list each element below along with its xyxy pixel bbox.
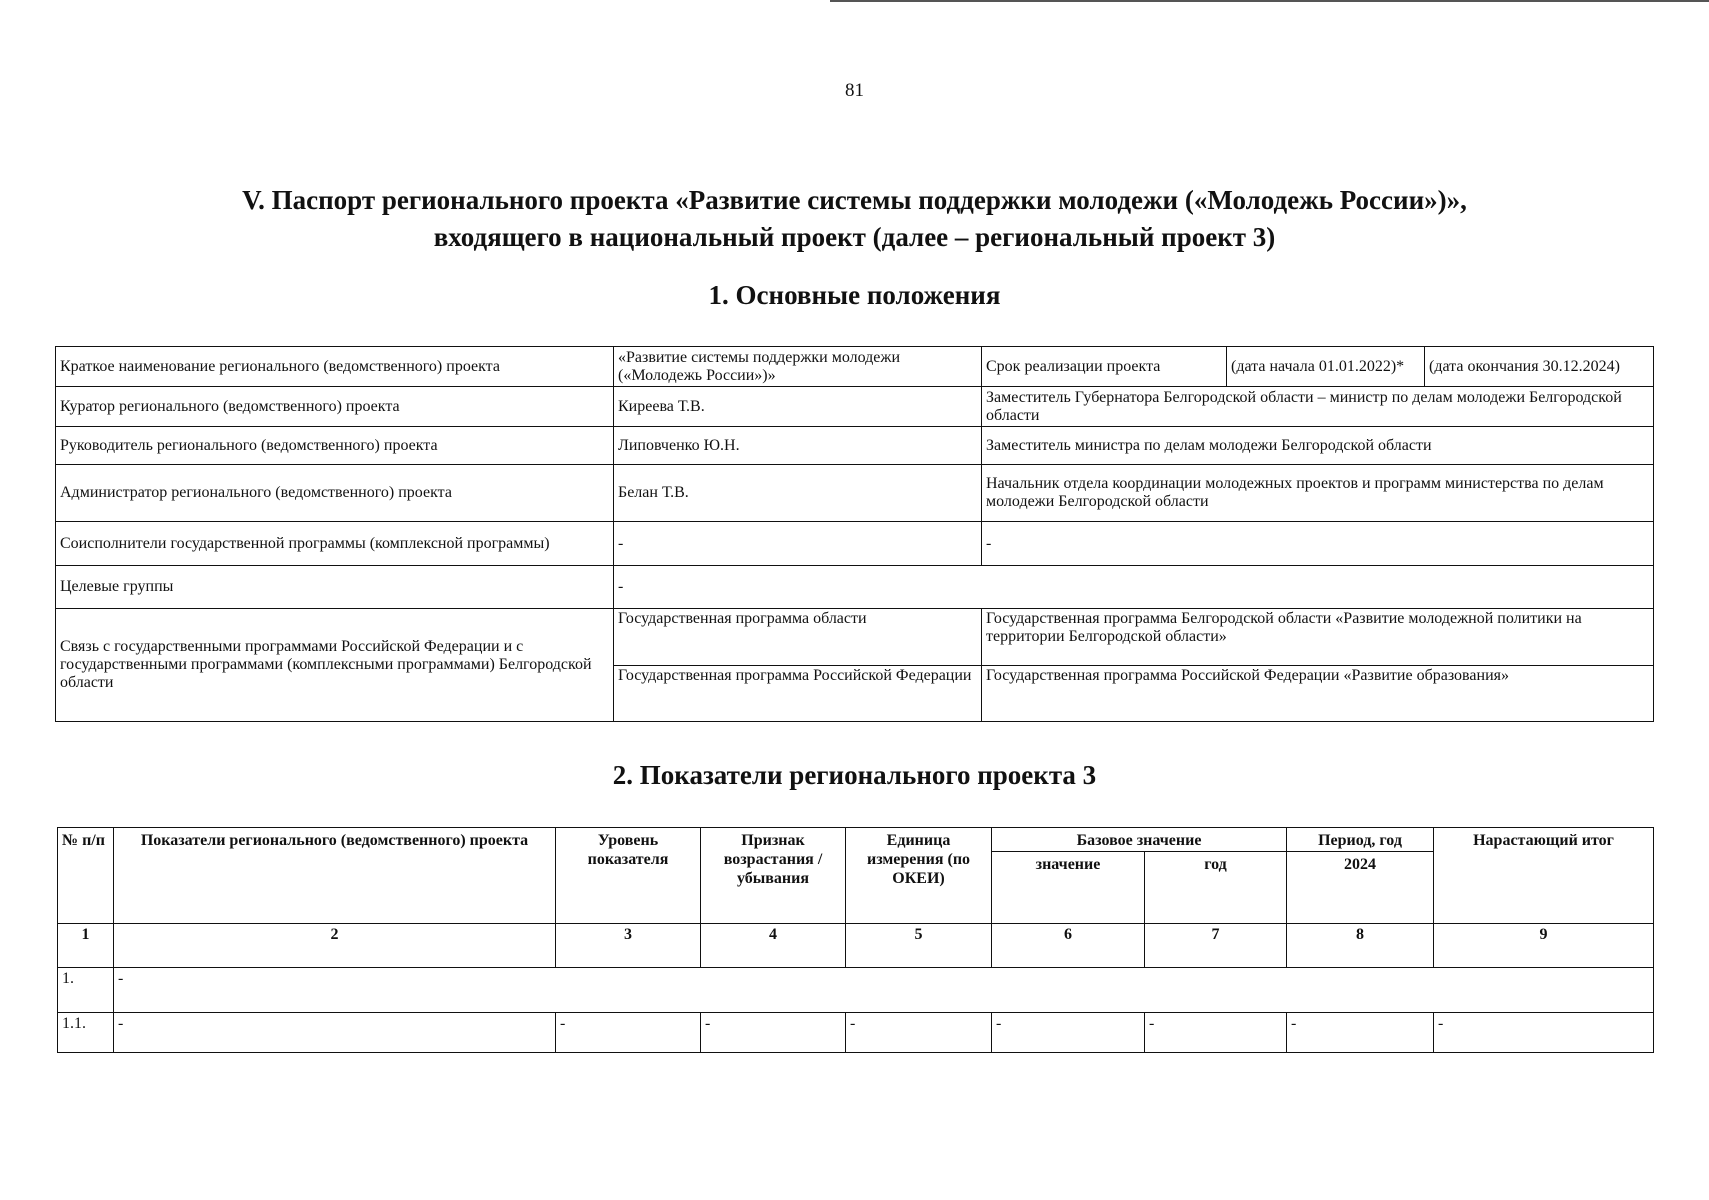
col-number: 6 [992,924,1145,968]
table-cell: - [701,1013,846,1053]
end-date: (дата окончания 30.12.2024) [1425,347,1654,387]
header-period-year: 2024 [1287,852,1434,924]
head-name: Липовченко Ю.Н. [614,427,982,465]
table-row [56,465,1654,522]
table-row [56,522,1654,566]
col-number: 2 [114,924,556,968]
table-row [58,1013,1654,1053]
document-title [0,182,1709,256]
program-type-2: Государственная программа Российской Федерации [614,666,982,722]
col-number: 3 [556,924,701,968]
table-row [56,347,1654,387]
program-type-1: Государственная программа области [614,609,982,666]
head-label: Руководитель регионального (ведомственного) проекта [56,427,614,465]
short-name-value: «Развитие системы поддержки молодежи («Молодежь России»)» [614,347,982,387]
indicators-table [57,827,1654,1053]
table-row [56,609,1654,666]
col-number: 5 [846,924,992,968]
main-provisions-table [55,346,1654,722]
term-label: Срок реализации проекта [982,347,1227,387]
short-name-label: Краткое наименование регионального (ведомственного) проекта [56,347,614,387]
section-1-title: 1. Основные положения [708,280,1001,310]
program-value-1: Государственная программа Белгородской области «Развитие молодежной политики на территории Белгородской области» [982,609,1654,666]
header-indicator-name: Показатели регионального (ведомственного) проекта [114,828,556,924]
programs-link-label: Связь с государственными программами Российской Федерации и с государственными программами (комплексными программами) Белгородской области [56,609,614,722]
table-row [56,566,1654,609]
target-groups-value: - [614,566,1654,609]
section-2-title: 2. Показатели регионального проекта 3 [612,760,1097,790]
col-number: 1 [58,924,114,968]
title-line-2: входящего в национальный проект (далее – региональный проект 3) [433,222,1276,252]
target-groups-label: Целевые группы [56,566,614,609]
table-cell: - [1145,1013,1287,1053]
program-value-2: Государственная программа Российской Федерации «Развитие образования» [982,666,1654,722]
header-num: № п/п [58,828,114,924]
header-total: Нарастающий итог [1434,828,1654,924]
row-num: 1. [58,968,114,1013]
title-line-1: V. Паспорт регионального проекта «Развитие системы поддержки молодежи («Молодежь России»)», [242,185,1467,215]
row-value: - [114,968,1654,1013]
header-period: Период, год [1287,828,1434,852]
coexec-value-2: - [982,522,1654,566]
col-number: 7 [1145,924,1287,968]
table-cell: - [846,1013,992,1053]
header-unit: Единица измерения (по ОКЕИ) [846,828,992,924]
table-cell: - [992,1013,1145,1053]
coexec-value-1: - [614,522,982,566]
curator-position: Заместитель Губернатора Белгородской области – министр по делам молодежи Белгородской области [982,387,1654,427]
admin-name: Белан Т.В. [614,465,982,522]
col-number: 8 [1287,924,1434,968]
table-header-row [58,828,1654,852]
header-level: Уровень показателя [556,828,701,924]
table-cell: - [1434,1013,1654,1053]
table-cell: - [1287,1013,1434,1053]
coexec-label: Соисполнители государственной программы (комплексной программы) [56,522,614,566]
col-number: 9 [1434,924,1654,968]
table-cell: - [114,1013,556,1053]
admin-label: Администратор регионального (ведомственного) проекта [56,465,614,522]
table-row [58,968,1654,1013]
curator-label: Куратор регионального (ведомственного) проекта [56,387,614,427]
table-row [56,427,1654,465]
header-base: Базовое значение [992,828,1287,852]
col-number: 4 [701,924,846,968]
head-position: Заместитель министра по делам молодежи Белгородской области [982,427,1654,465]
top-border-line [830,0,1709,2]
header-base-value: значение [992,852,1145,924]
table-row [56,387,1654,427]
page-number: 81 [845,80,864,101]
row-num: 1.1. [58,1013,114,1053]
admin-position: Начальник отдела координации молодежных проектов и программ министерства по делам молодежи Белгородской области [982,465,1654,522]
header-sign: Признак возрастания / убывания [701,828,846,924]
curator-name: Киреева Т.В. [614,387,982,427]
column-numbers-row [58,924,1654,968]
table-cell: - [556,1013,701,1053]
header-base-year: год [1145,852,1287,924]
start-date: (дата начала 01.01.2022)* [1227,347,1425,387]
